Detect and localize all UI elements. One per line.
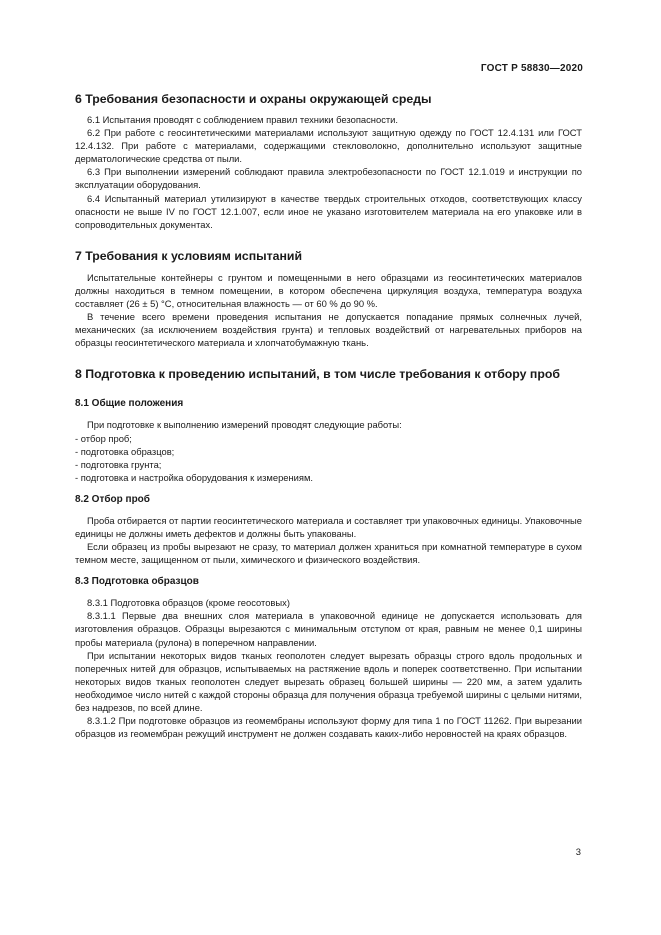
list-item: - подготовка грунта; (75, 458, 162, 470)
paragraph-8-1-intro: При подготовке к выполнению измерений проводят следующие работы: (87, 419, 402, 431)
paragraph-6-1: 6.1 Испытания проводят с соблюдением правил техники безопасности. (87, 114, 399, 125)
subsection-8-3-title: 8.3 Подготовка образцов (75, 576, 199, 588)
page-content (75, 90, 582, 740)
paragraph-8-2-1: Проба отбирается от партии геосинтетического материала и составляет три упаковочных единицы. Упаковочные единицы не должны иметь дефектов и должны быть упакованы. (75, 514, 582, 539)
paragraph-8-3-1-1-cont: При испытании некоторых видов тканых геополотен следует вырезать образцы строго вдоль продольных и поперечных нитей для образцов, испытываемых на растяжение вдоль и поперек соответственно. При испытании некоторых видов тканых геополотен следует вырезать образец большей ширины — 220 мм, а затем удалить необходимое число нитей с каждой стороны образца для получения образца требуемой ширины с целыми нитями, без надрезов, по всей длине. (75, 649, 582, 713)
page-number: 3 (575, 846, 581, 857)
paragraph-6-2: 6.2 При работе с геосинтетическими материалами используют защитную одежду по ГОСТ 12.4.131 или ГОСТ 12.4.132. При работе с материалами, содержащими стекловолокно, дополнительно используют защитные дерматологические средства от пыли. (75, 127, 582, 165)
list-item: - отбор проб; (75, 432, 132, 444)
section-6-title: 6 Требования безопасности и охраны окружающей среды (75, 92, 432, 106)
paragraph-7-2: В течение всего времени проведения испытания не допускается попадание прямых солнечных лучей, механических (за исключением воздействия грунта) и тепловых воздействий от нагревательных приборов на образцы геосинтетического материала и хлопчатобумажную ткань. (75, 311, 582, 349)
paragraph-8-3-1-2: 8.3.1.2 При подготовке образцов из геомембраны используют форму для типа 1 по ГОСТ 11262. При вырезании образцов из геомембран режущий инструмент не должен создавать каких-либо неровностей на краях образцов. (75, 715, 582, 740)
list-item: - подготовка образцов; (75, 445, 175, 457)
subsection-8-2-title: 8.2 Отбор проб (75, 493, 150, 505)
section-8-title: 8 Подготовка к проведению испытаний, в том числе требования к отбору проб (75, 367, 560, 382)
paragraph-8-3-1-1: 8.3.1.1 Первые два внешних слоя материала в упаковочной единице не допускается использовать для изготовления образцов. Образцы вырезаются с минимальным отступом от края, равным не менее 0,1 ширины пробы материала (рулона) в поперечном направлении. (75, 610, 582, 648)
list-item: - подготовка и настройка оборудования к измерениям. (75, 471, 314, 483)
paragraph-7-1: Испытательные контейнеры с грунтом и помещенными в него образцами из геосинтетических материалов должны находиться в темном помещении, в котором обеспечена циркуляция воздуха, температура воздуха составляет (26 ± 5) °С, относительная влажность — от 60 % до 90 %. (75, 271, 582, 310)
work-list (75, 432, 582, 484)
document-code: ГОСТ Р 58830—2020 (480, 63, 583, 74)
paragraph-6-4: 6.4 Испытанный материал утилизируют в качестве твердых строительных отходов, соответствующих классу опасности не выше IV по ГОСТ 12.1.007, если иное не указано изготовителем материала на его упаковке или в сопроводительных документах. (75, 192, 582, 230)
paragraph-8-3-1: 8.3.1 Подготовка образцов (кроме геосотовых) (87, 597, 290, 609)
section-7-title: 7 Требования к условиям испытаний (75, 248, 303, 263)
paragraph-8-2-2: Если образец из пробы вырезают не сразу, то материал должен храниться при комнатной температуре в сухом темном месте, защищенном от пыли, химического и физического воздействия. (75, 541, 582, 566)
paragraph-6-3: 6.3 При выполнении измерений соблюдают правила электробезопасности по ГОСТ 12.1.019 и инструкции по эксплуатации оборудования. (75, 166, 582, 191)
subsection-8-1-title: 8.1 Общие положения (75, 398, 184, 410)
